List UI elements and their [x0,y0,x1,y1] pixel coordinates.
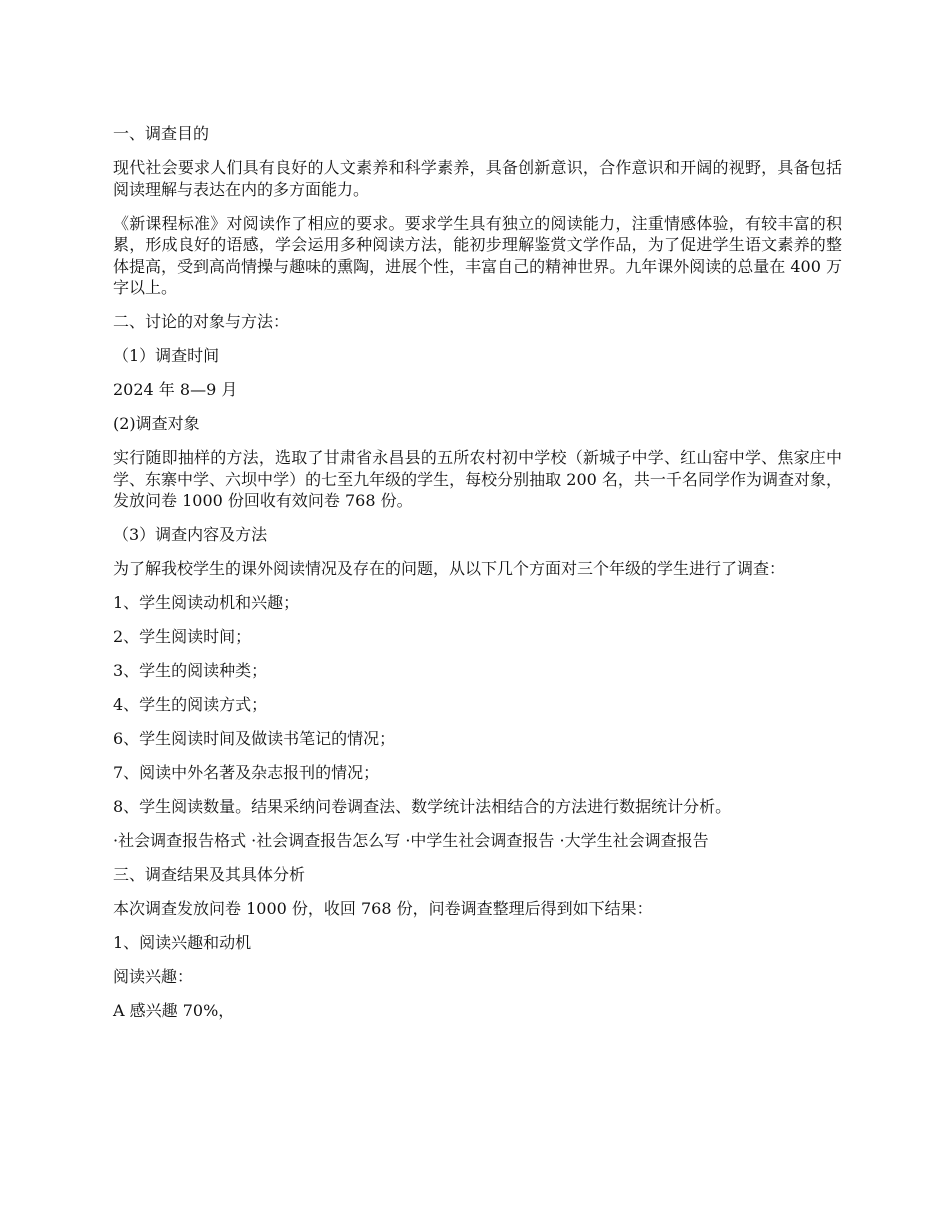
heading-survey-purpose: 一、调查目的 [113,124,210,143]
list-item-3: 3、学生的阅读种类； [113,661,268,680]
subheading-content-methods: （3）调查内容及方法 [113,525,268,544]
list-item-8: 8、学生阅读数量。结果采纳问卷调查法、数学统计法相结合的方法进行数据统计分析。 [113,797,732,816]
paragraph-survey-aspects: 为了解我校学生的课外阅读情况及存在的问题，从以下几个方面对三个年级的学生进行了调查： [113,559,786,578]
list-item-7: 7、阅读中外名著及杂志报刊的情况； [113,763,380,782]
paragraph-curriculum-standard: 《新课程标准》对阅读作了相应的要求。要求学生具有独立的阅读能力，注重情感体验，有较丰富的积累，形成良好的语感，学会运用多种阅读方法，能初步理解鉴赏文学作品，为了促进学生语文素养的整体提高，受到高尚情操与趣味的熏陶，进展个性，丰富自己的精神世界。九年课外阅读的总量在 400 万字以上。 [113,213,842,297]
list-item-2: 2、学生阅读时间； [113,627,252,646]
subheading-survey-time: （1）调查时间 [113,346,220,365]
label-reading-interest: 阅读兴趣： [113,967,194,986]
list-item-4: 4、学生的阅读方式； [113,695,268,714]
heading-results-analysis: 三、调查结果及其具体分析 [113,865,306,884]
paragraph-sampling-method: 实行随即抽样的方法，选取了甘肃省永昌县的五所农村初中学校（新城子中学、红山窑中学、焦家庄中学、东寨中学、六坝中学）的七至九年级的学生，每校分别抽取 200 名，共一千名同学作为调查对象，发放问卷 1000 份回收有效问卷 768 份。 [113,448,842,510]
list-item-6: 6、学生阅读时间及做读书笔记的情况； [113,729,396,748]
paragraph-questionnaire-summary: 本次调查发放问卷 1000 份，收回 768 份，问卷调查整理后得到如下结果： [113,899,653,918]
subheading-interest-motivation: 1、阅读兴趣和动机 [113,933,252,952]
text-survey-date: 2024 年 8—9 月 [113,380,238,399]
paragraph-modern-society: 现代社会要求人们具有良好的人文素养和科学素养，具备创新意识，合作意识和开阔的视野，具备包括阅读理解与表达在内的多方面能力。 [113,158,842,199]
list-item-1: 1、学生阅读动机和兴趣； [113,593,300,612]
related-links-line: ·社会调查报告格式 ·社会调查报告怎么写 ·中学生社会调查报告 ·大学生社会调查报告 [113,831,709,850]
heading-subjects-methods: 二、讨论的对象与方法： [113,312,290,331]
result-interested-percent: A 感兴趣 70%， [113,1001,235,1020]
subheading-survey-subjects: (2)调查对象 [113,414,200,433]
